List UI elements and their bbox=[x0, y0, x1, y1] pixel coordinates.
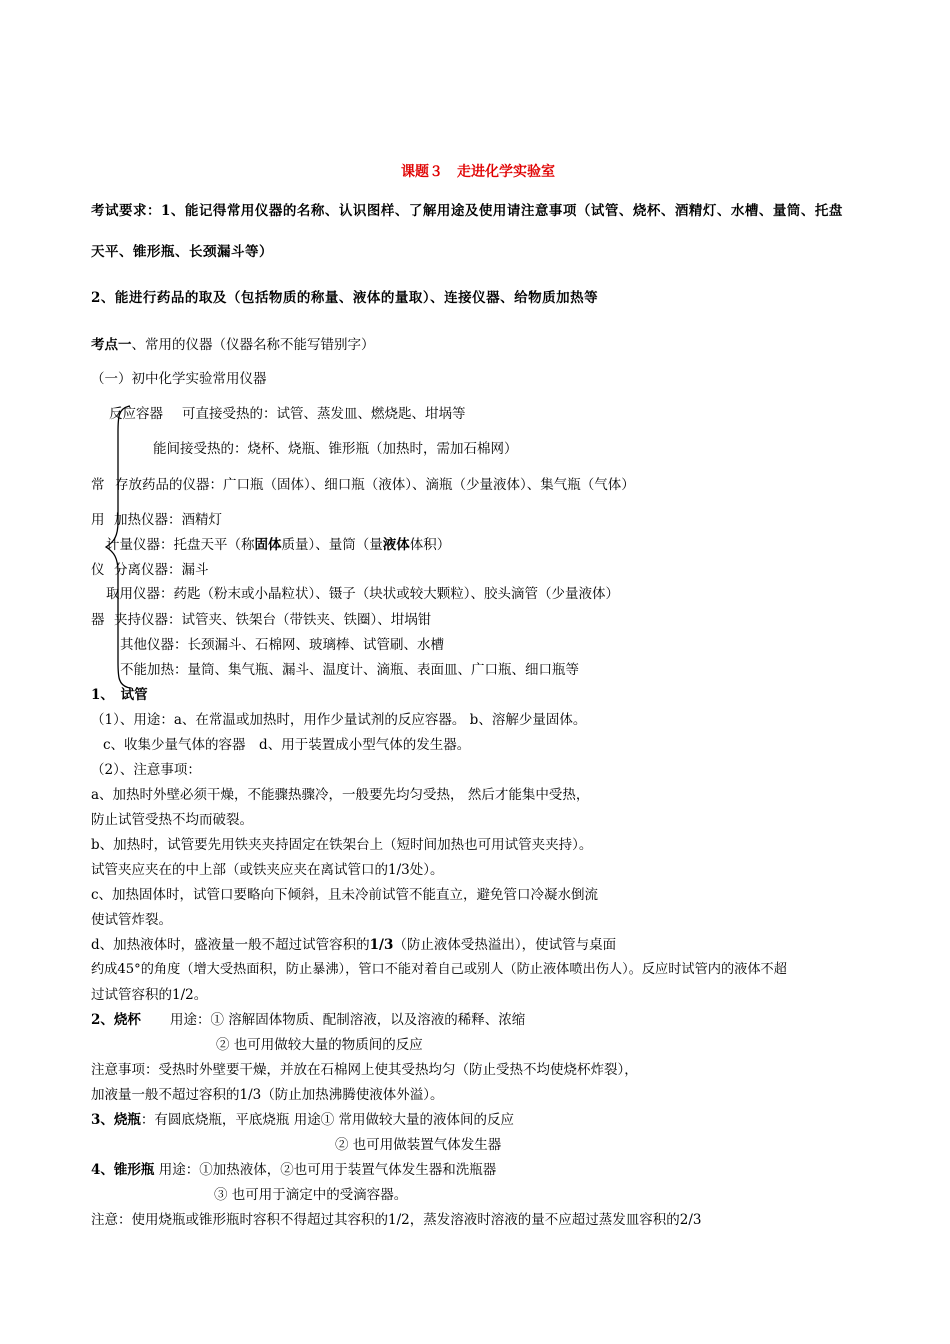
point-one-heading bbox=[91, 336, 375, 354]
taking-instruments-line: 取用仪器：药匙（粉末或小晶粒状）、镊子（块状或较大颗粒）、胶头滴管（少量液体） bbox=[106, 586, 619, 602]
conical-flask-text: 用途：①加热液体，②也可用于装置气体发生器和洗瓶器 bbox=[154, 1162, 497, 1178]
measuring-instruments-line bbox=[106, 536, 450, 554]
test-tube-use-2: c、收集少量气体的容器 d、用于装置成小型气体的发生器。 bbox=[103, 737, 471, 753]
note-d1-text: d、加热液体时，盛液量一般不超过试管容积的 bbox=[91, 937, 370, 953]
test-tube-note-d1 bbox=[91, 936, 616, 954]
measuring-bold-liquid: 液体 bbox=[382, 537, 410, 553]
indirect-heat-line: 能间接受热的：烧杯、烧瓶、锥形瓶（加热时，需加石棉网） bbox=[153, 441, 518, 457]
vertical-label-char: 器 bbox=[91, 612, 105, 628]
reaction-vessel-label: 反应容器 bbox=[109, 406, 163, 422]
measuring-text: 质量）、量筒（量 bbox=[281, 537, 383, 553]
point-one-label: 考点一 bbox=[91, 337, 132, 353]
flask-heading: 3、烧瓶 bbox=[91, 1112, 141, 1128]
conical-flask-heading: 4、锥形瓶 bbox=[91, 1162, 155, 1178]
beaker-note-1: 注意事项：受热时外壁要干燥，并放在石棉网上使其受热均匀（防止受热不均使烧杯炸裂）， bbox=[91, 1062, 638, 1078]
note-d1-text: （防止液体受热溢出），使试管与桌面 bbox=[393, 937, 617, 953]
test-tube-notes-heading: （2）、注意事项： bbox=[91, 762, 201, 778]
test-tube-note-c1: c、加热固体时，试管口要略向下倾斜，且未冷前试管不能直立，避免管口冷凝水倒流 bbox=[91, 887, 599, 903]
heating-instruments-line: 加热仪器：酒精灯 bbox=[114, 512, 222, 528]
beaker-use-1: 用途：① 溶解固体物质、配制溶液，以及溶液的稀释、浓缩 bbox=[170, 1012, 526, 1028]
vertical-label-char: 仪 bbox=[91, 562, 105, 578]
requirements-line-3: 2、能进行药品的取及（包括物质的称量、液体的量取）、连接仪器、给物质加热等 bbox=[91, 290, 599, 306]
holding-instruments-line: 夹持仪器：试管夹、铁架台（带铁夹、铁圈）、坩埚钳 bbox=[114, 612, 432, 628]
beaker-note-2: 加液量一般不超过容积的1/3（防止加热沸腾使液体外溢）。 bbox=[91, 1087, 444, 1103]
beaker-use-2: ② 也可用做较大量的物质间的反应 bbox=[216, 1037, 423, 1053]
note-d1-bold: 1/3 bbox=[369, 937, 394, 953]
vertical-label-char: 用 bbox=[91, 512, 105, 528]
separation-instruments-line: 分离仪器：漏斗 bbox=[114, 562, 209, 578]
test-tube-note-b1: b、加热时，试管要先用铁夹夹持固定在铁架台上（短时间加热也可用试管夹夹持）。 bbox=[91, 837, 593, 853]
page-title: 课题３ 走进化学实验室 bbox=[401, 164, 555, 180]
point-one-text: 、常用的仪器（仪器名称不能写错别字） bbox=[131, 337, 375, 353]
section-one-heading: （一）初中化学实验常用仪器 bbox=[91, 371, 267, 387]
storage-instruments-line: 存放药品的仪器：广口瓶（固体）、细口瓶（液体）、滴瓶（少量液体）、集气瓶（气体） bbox=[115, 477, 635, 493]
conical-flask-line-2: ③ 也可用于滴定中的受滴容器。 bbox=[214, 1187, 408, 1203]
test-tube-note-c2: 使试管炸裂。 bbox=[91, 912, 172, 928]
test-tube-note-d3: 过试管容积的1/2。 bbox=[91, 987, 208, 1003]
flask-line-2: ② 也可用做装置气体发生器 bbox=[335, 1137, 502, 1153]
test-tube-heading: 1、 试管 bbox=[91, 687, 148, 703]
final-note: 注意：使用烧瓶或锥形瓶时容积不得超过其容积的1/2，蒸发溶液时溶液的量不应超过蒸发皿容积的2/3 bbox=[91, 1212, 702, 1228]
test-tube-note-a2: 防止试管受热不均而破裂。 bbox=[91, 812, 253, 828]
measuring-text: 计量仪器：托盘天平（称 bbox=[106, 537, 255, 553]
measuring-text: 体积） bbox=[409, 537, 451, 553]
requirements-line-2: 天平、锥形瓶、长颈漏斗等） bbox=[91, 244, 273, 260]
direct-heat-line: 可直接受热的：试管、蒸发皿、燃烧匙、坩埚等 bbox=[182, 406, 466, 422]
test-tube-note-d2: 约成45°的角度（增大受热面积，防止暴沸），管口不能对着自己或别人（防止液体喷出伤人）。反应时试管内的液体不超 bbox=[91, 962, 787, 977]
measuring-bold-solid: 固体 bbox=[254, 537, 282, 553]
flask-line bbox=[91, 1111, 514, 1129]
test-tube-note-b2: 试管夹应夹在的中上部（或铁夹应夹在离试管口的1/3处）。 bbox=[91, 862, 444, 878]
test-tube-use-1: （1）、用途：a、在常温或加热时，用作少量试剂的反应容器。 b、溶解少量固体。 bbox=[91, 712, 587, 728]
other-instruments-line: 其他仪器：长颈漏斗、石棉网、玻璃棒、试管刷、水槽 bbox=[120, 637, 444, 653]
conical-flask-line bbox=[91, 1161, 496, 1179]
no-heat-instruments-line: 不能加热：量筒、集气瓶、漏斗、温度计、滴瓶、表面皿、广口瓶、细口瓶等 bbox=[120, 662, 579, 678]
flask-text: ：有圆底烧瓶，平底烧瓶 用途① 常用做较大量的液体间的反应 bbox=[140, 1112, 514, 1128]
vertical-label-char: 常 bbox=[91, 477, 105, 493]
test-tube-note-a1: a、加热时外壁必须干燥，不能骤热骤冷，一般要先均匀受热， 然后才能集中受热， bbox=[91, 787, 590, 803]
requirements-line-1: 考试要求：1、能记得常用仪器的名称、认识图样、了解用途及使用请注意事项（试管、烧杯、酒精灯、水槽、量筒、托盘 bbox=[91, 203, 843, 219]
beaker-heading: 2、烧杯 bbox=[91, 1012, 141, 1028]
